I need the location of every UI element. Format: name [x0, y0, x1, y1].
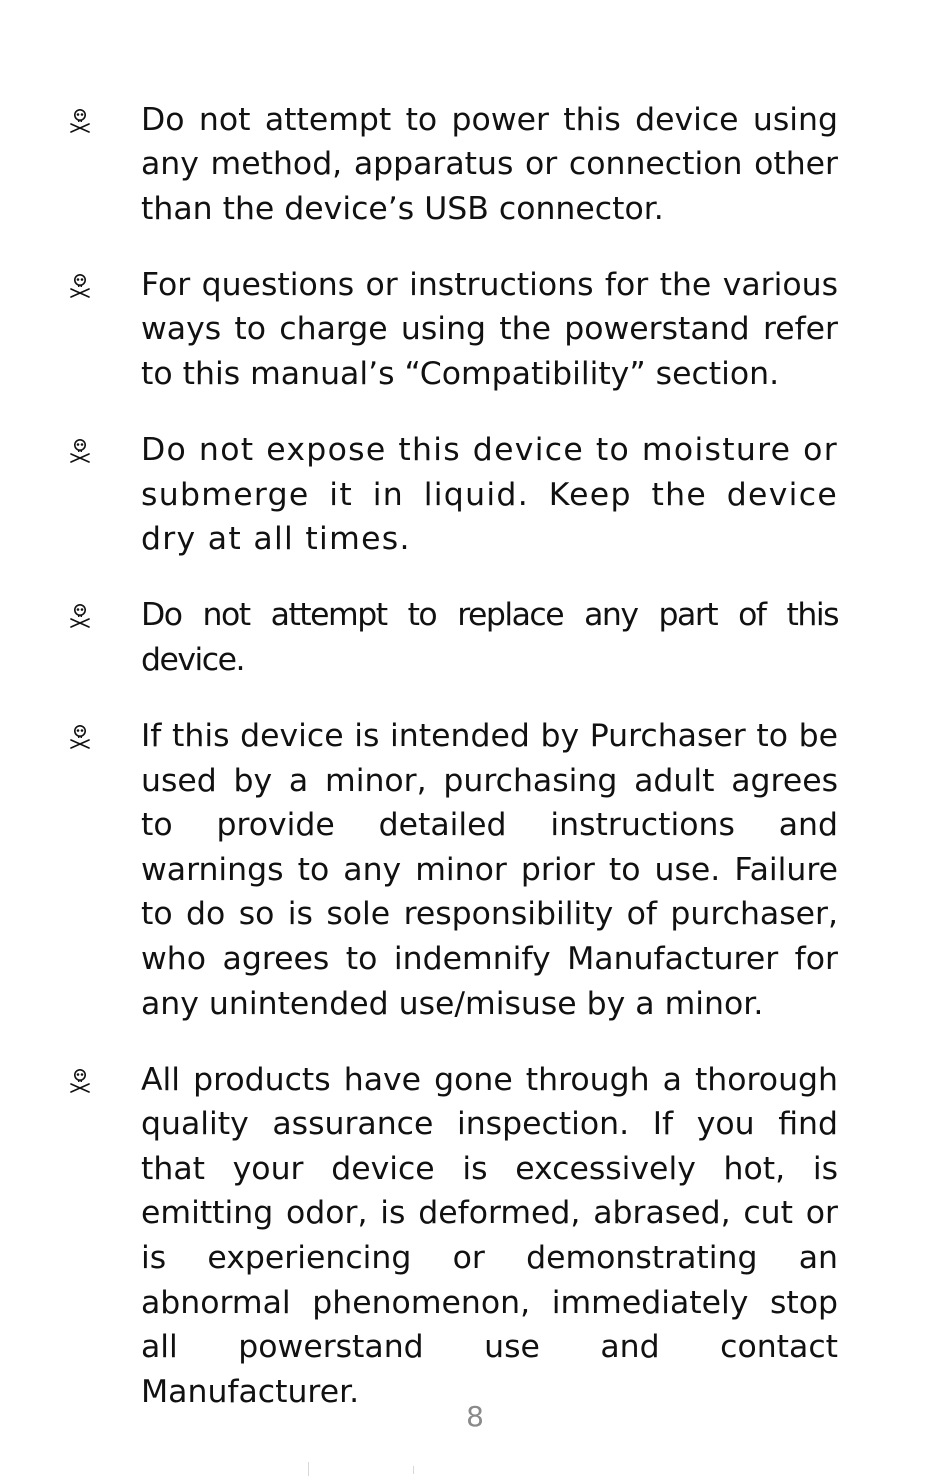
- list-item: [0, 593, 950, 682]
- scan-artifact: [308, 1462, 309, 1476]
- warning-text: Do not attempt to power this device using any method, apparatus or connection other than the device’s USB connector.: [141, 101, 838, 227]
- skull-crossbones-icon: [67, 272, 93, 298]
- warning-text: All products have gone through a thorough quality assurance inspection. If you find that your device is excessively hot, is emitting odor, is deformed, abrased, cut or is experiencing or demonstrating an abnormal phenomenon, immediately stop all powerstand use and contact Manufacturer.: [141, 1061, 838, 1410]
- page-number: 8: [466, 1400, 484, 1433]
- list-item: [0, 98, 950, 232]
- scan-artifact: [413, 1466, 414, 1474]
- list-item: [0, 263, 950, 397]
- list-item: [0, 1058, 950, 1415]
- list-item: [0, 428, 950, 562]
- skull-crossbones-icon: [67, 107, 93, 133]
- skull-crossbones-icon: [67, 723, 93, 749]
- skull-crossbones-icon: [67, 602, 93, 628]
- warning-text: For questions or instructions for the various ways to charge using the powerstand refer to this manual’s “Compatibility” section.: [141, 266, 838, 392]
- skull-crossbones-icon: [67, 437, 93, 463]
- warning-text: Do not attempt to replace any part of this device.: [141, 597, 838, 678]
- warning-list: [0, 66, 950, 1446]
- warning-text: Do not expose this device to moisture or submerge it in liquid. Keep the device dry at all times.: [141, 432, 838, 558]
- skull-crossbones-icon: [67, 1067, 93, 1093]
- list-item: [0, 714, 950, 1026]
- warning-text: If this device is intended by Purchaser to be used by a minor, purchasing adult agrees to provide detailed instructions and warnings to any minor prior to use. Failure to do so is sole responsibility of purchaser, who agrees to indemnify Manufacturer for any unintended use/misuse by a minor.: [141, 718, 838, 1022]
